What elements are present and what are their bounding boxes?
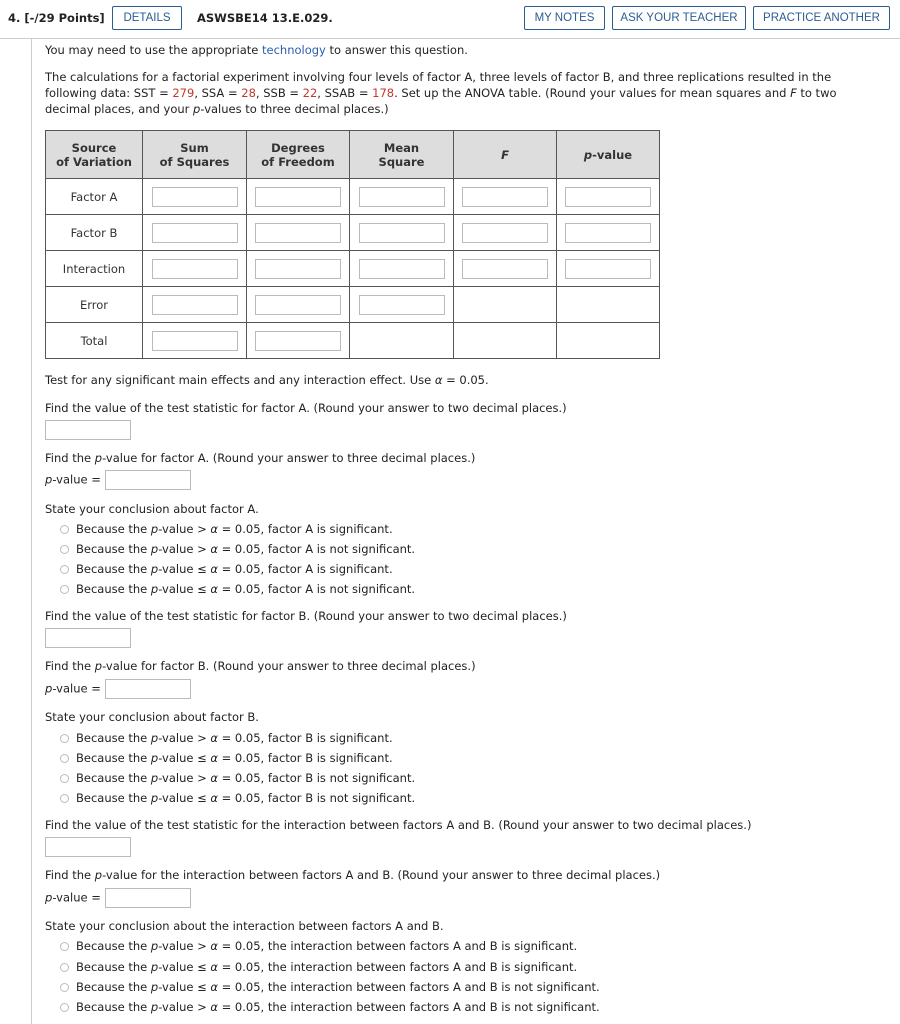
factor-b-stat-input[interactable] xyxy=(45,628,131,648)
radio-icon[interactable] xyxy=(60,942,69,951)
factor-a-option[interactable]: Because the p-value > α = 0.05, factor A is not significant. xyxy=(60,541,415,557)
factor-a-stat-input[interactable] xyxy=(45,420,131,440)
table-row xyxy=(46,323,660,359)
interaction-option[interactable]: Because the p-value ≤ α = 0.05, the interaction between factors A and B is significant. xyxy=(60,959,577,975)
details-button[interactable]: DETAILS xyxy=(112,6,182,30)
interaction-conclusion-prompt: State your conclusion about the interaction between factors A and B. xyxy=(45,919,444,933)
factor-b-option[interactable]: Because the p-value ≤ α = 0.05, factor B is significant. xyxy=(60,750,393,766)
ms-error-input[interactable] xyxy=(359,295,445,315)
ssab-value: 178 xyxy=(372,86,395,100)
table-row xyxy=(46,215,660,251)
factor-b-pvalue-question: Find the p-value for factor B. (Round your answer to three decimal places.) xyxy=(45,659,476,673)
ss-error-input[interactable] xyxy=(152,295,238,315)
ss-factor-a-input[interactable] xyxy=(152,187,238,207)
interaction-pvalue-question: Find the p-value for the interaction between factors A and B. (Round your answer to three decimal places.) xyxy=(45,868,661,882)
table-row xyxy=(46,251,660,287)
p-factor-a-input[interactable] xyxy=(565,187,651,207)
header-f: F xyxy=(454,131,557,179)
factor-b-stat-question: Find the value of the test statistic for factor B. (Round your answer to two decimal places.) xyxy=(45,609,567,623)
row-label-factor-a: Factor A xyxy=(46,179,143,215)
row-label-error: Error xyxy=(46,287,143,323)
ms-factor-a-input[interactable] xyxy=(359,187,445,207)
test-instructions: Test for any significant main effects and any interaction effect. Use α = 0.05. xyxy=(45,373,489,387)
problem-statement: The calculations for a factorial experiment involving four levels of factor A, three levels of factor B, and three replications resulted in the following data: SST = 279, SSA = 28, SSB = 22, SSAB = 178. Set up the ANOVA table. (Round your values for mean squares and F to two decimal places, and your p-values to three decimal places.) xyxy=(45,70,837,116)
question-content xyxy=(31,38,900,1024)
interaction-pvalue-label: p-value = xyxy=(45,888,191,908)
row-label-interaction: Interaction xyxy=(46,251,143,287)
ssa-value: 28 xyxy=(241,86,256,100)
radio-icon[interactable] xyxy=(60,585,69,594)
interaction-pvalue-input[interactable] xyxy=(105,888,191,908)
factor-b-conclusion-prompt: State your conclusion about factor B. xyxy=(45,710,259,724)
interaction-stat-input[interactable] xyxy=(45,837,131,857)
df-total-input[interactable] xyxy=(255,331,341,351)
p-interaction-input[interactable] xyxy=(565,259,651,279)
question-points: 4. [-/29 Points] xyxy=(8,11,105,25)
problem-code: ASWSBE14 13.E.029. xyxy=(197,11,333,25)
factor-a-pvalue-question: Find the p-value for factor A. (Round your answer to three decimal places.) xyxy=(45,451,476,465)
factor-a-pvalue-label: p-value = xyxy=(45,470,191,490)
factor-b-option[interactable]: Because the p-value > α = 0.05, factor B is not significant. xyxy=(60,770,415,786)
factor-a-conclusion-prompt: State your conclusion about factor A. xyxy=(45,502,259,516)
radio-icon[interactable] xyxy=(60,754,69,763)
f-factor-a-input[interactable] xyxy=(462,187,548,207)
my-notes-button[interactable]: MY NOTES xyxy=(524,6,605,30)
header-sum-of-squares: Sum of Squares xyxy=(143,131,247,179)
technology-note: You may need to use the appropriate technology to answer this question. xyxy=(45,43,468,57)
factor-b-pvalue-input[interactable] xyxy=(105,679,191,699)
question-header xyxy=(0,0,900,39)
radio-icon[interactable] xyxy=(60,525,69,534)
radio-icon[interactable] xyxy=(60,734,69,743)
p-factor-b-input[interactable] xyxy=(565,223,651,243)
radio-icon[interactable] xyxy=(60,1003,69,1012)
factor-b-option[interactable]: Because the p-value > α = 0.05, factor B is significant. xyxy=(60,730,393,746)
row-label-factor-b: Factor B xyxy=(46,215,143,251)
ssb-value: 22 xyxy=(302,86,318,100)
interaction-option[interactable]: Because the p-value ≤ α = 0.05, the interaction between factors A and B is not significant. xyxy=(60,979,600,995)
factor-b-option[interactable]: Because the p-value ≤ α = 0.05, factor B is not significant. xyxy=(60,790,415,806)
ss-total-input[interactable] xyxy=(152,331,238,351)
interaction-option[interactable]: Because the p-value > α = 0.05, the interaction between factors A and B is not significant. xyxy=(60,999,600,1015)
radio-icon[interactable] xyxy=(60,774,69,783)
ms-factor-b-input[interactable] xyxy=(359,223,445,243)
header-source: Source of Variation xyxy=(46,131,143,179)
header-p-value: p-value xyxy=(557,131,660,179)
anova-table xyxy=(45,130,660,359)
df-error-input[interactable] xyxy=(255,295,341,315)
factor-a-pvalue-input[interactable] xyxy=(105,470,191,490)
df-factor-b-input[interactable] xyxy=(255,223,341,243)
factor-a-option[interactable]: Because the p-value ≤ α = 0.05, factor A is significant. xyxy=(60,561,393,577)
df-factor-a-input[interactable] xyxy=(255,187,341,207)
anova-header-row xyxy=(46,131,660,179)
row-label-total: Total xyxy=(46,323,143,359)
f-interaction-input[interactable] xyxy=(462,259,548,279)
radio-icon[interactable] xyxy=(60,545,69,554)
radio-icon[interactable] xyxy=(60,794,69,803)
radio-icon[interactable] xyxy=(60,983,69,992)
sst-value: 279 xyxy=(172,86,195,100)
interaction-stat-question: Find the value of the test statistic for the interaction between factors A and B. (Round your answer to two decimal places.) xyxy=(45,818,752,832)
ask-your-teacher-button[interactable]: ASK YOUR TEACHER xyxy=(612,6,746,30)
interaction-option[interactable]: Because the p-value > α = 0.05, the interaction between factors A and B is significant. xyxy=(60,938,577,954)
f-factor-b-input[interactable] xyxy=(462,223,548,243)
df-interaction-input[interactable] xyxy=(255,259,341,279)
table-row xyxy=(46,287,660,323)
practice-another-button[interactable]: PRACTICE ANOTHER xyxy=(753,6,890,30)
radio-icon[interactable] xyxy=(60,565,69,574)
table-row xyxy=(46,179,660,215)
ss-interaction-input[interactable] xyxy=(152,259,238,279)
factor-a-option[interactable]: Because the p-value > α = 0.05, factor A is significant. xyxy=(60,521,393,537)
radio-icon[interactable] xyxy=(60,963,69,972)
header-degrees-of-freedom: Degrees of Freedom xyxy=(247,131,350,179)
technology-link[interactable]: technology xyxy=(262,43,326,57)
factor-b-pvalue-label: p-value = xyxy=(45,679,191,699)
header-mean-square: Mean Square xyxy=(350,131,454,179)
factor-a-stat-question: Find the value of the test statistic for factor A. (Round your answer to two decimal places.) xyxy=(45,401,567,415)
factor-a-option[interactable]: Because the p-value ≤ α = 0.05, factor A is not significant. xyxy=(60,581,415,597)
ms-interaction-input[interactable] xyxy=(359,259,445,279)
ss-factor-b-input[interactable] xyxy=(152,223,238,243)
